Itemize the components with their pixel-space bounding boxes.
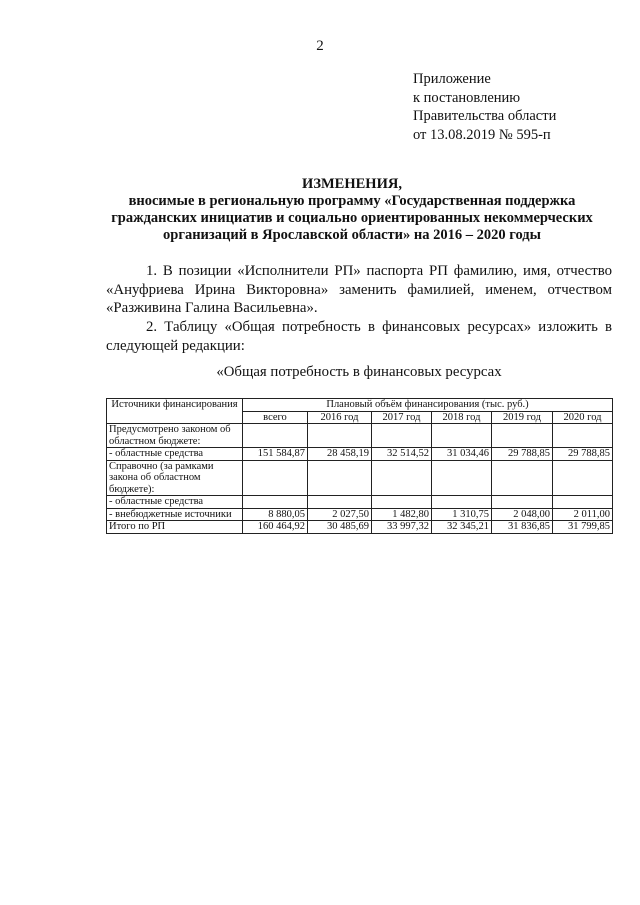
heading-subtitle-line: организаций в Ярославской области» на 2016 – 2020 годы bbox=[163, 227, 541, 243]
cell-2020: 31 799,85 bbox=[553, 521, 613, 534]
cell-2020: 29 788,85 bbox=[553, 448, 613, 461]
cell-2017 bbox=[372, 460, 432, 496]
appendix-block bbox=[413, 70, 556, 144]
cell-2017: 1 482,80 bbox=[372, 508, 432, 521]
subheader-cell: 2017 год bbox=[372, 411, 432, 424]
appendix-line: от 13.08.2019 № 595-п bbox=[413, 126, 551, 143]
appendix-line: Правительства области bbox=[413, 108, 557, 124]
financing-table bbox=[106, 398, 613, 534]
row-label: - областные средства bbox=[107, 496, 243, 509]
cell-2018 bbox=[432, 460, 492, 496]
cell-2020 bbox=[553, 424, 613, 448]
cell-2018: 1 310,75 bbox=[432, 508, 492, 521]
header-plan: Плановый объём финансирования (тыс. руб.) bbox=[243, 399, 613, 412]
table-row bbox=[107, 496, 613, 509]
cell-total: 8 880,05 bbox=[243, 508, 308, 521]
cell-2016 bbox=[308, 496, 372, 509]
page-number: 2 bbox=[316, 38, 324, 54]
cell-2020 bbox=[553, 496, 613, 509]
cell-2016 bbox=[308, 460, 372, 496]
heading-subtitle-line: гражданских инициатив и социально ориентированных некоммерческих bbox=[111, 210, 593, 226]
cell-2019: 31 836,85 bbox=[492, 521, 553, 534]
cell-2019 bbox=[492, 496, 553, 509]
table-row bbox=[107, 521, 613, 534]
cell-2019 bbox=[492, 424, 553, 448]
heading-title: ИЗМЕНЕНИЯ, bbox=[302, 176, 402, 192]
cell-2017 bbox=[372, 424, 432, 448]
paragraph-2: 2. Таблицу «Общая потребность в финансовых ресурсах» изложить в следующей редакции: bbox=[106, 319, 612, 354]
cell-2018 bbox=[432, 424, 492, 448]
table-row bbox=[107, 424, 613, 448]
cell-2017 bbox=[372, 496, 432, 509]
row-label: - внебюджетные источники bbox=[107, 508, 243, 521]
cell-2019: 2 048,00 bbox=[492, 508, 553, 521]
cell-2016: 2 027,50 bbox=[308, 508, 372, 521]
cell-2016: 30 485,69 bbox=[308, 521, 372, 534]
cell-2018: 31 034,46 bbox=[432, 448, 492, 461]
header-source: Источники финансирования bbox=[107, 399, 243, 424]
row-label: - областные средства bbox=[107, 448, 243, 461]
document-heading bbox=[90, 176, 614, 244]
cell-2017: 32 514,52 bbox=[372, 448, 432, 461]
row-label: Предусмотрено законом об областном бюджете: bbox=[107, 424, 243, 448]
cell-total: 151 584,87 bbox=[243, 448, 308, 461]
cell-2020: 2 011,00 bbox=[553, 508, 613, 521]
cell-2017: 33 997,32 bbox=[372, 521, 432, 534]
cell-total bbox=[243, 460, 308, 496]
row-label: Справочно (за рамками закона об областном бюджете): bbox=[107, 460, 243, 496]
cell-2019 bbox=[492, 460, 553, 496]
subheader-cell: 2018 год bbox=[432, 411, 492, 424]
cell-2018 bbox=[432, 496, 492, 509]
cell-2016: 28 458,19 bbox=[308, 448, 372, 461]
table-header-row bbox=[107, 399, 613, 412]
table-row bbox=[107, 448, 613, 461]
subheader-cell: 2020 год bbox=[553, 411, 613, 424]
table-row bbox=[107, 460, 613, 496]
appendix-line: Приложение bbox=[413, 71, 491, 87]
cell-2016 bbox=[308, 424, 372, 448]
subheader-cell: 2016 год bbox=[308, 411, 372, 424]
cell-total bbox=[243, 496, 308, 509]
cell-total bbox=[243, 424, 308, 448]
body-text bbox=[106, 262, 612, 356]
cell-2020 bbox=[553, 460, 613, 496]
heading-subtitle-line: вносимые в региональную программу «Государственная поддержка bbox=[128, 193, 576, 209]
subheader-cell: всего bbox=[243, 411, 308, 424]
cell-2018: 32 345,21 bbox=[432, 521, 492, 534]
paragraph-1: 1. В позиции «Исполнители РП» паспорта РП фамилию, имя, отчество «Ануфриева Ирина Викторовна» заменить фамилией, именем, отчеством «Разживина Галина Васильевна». bbox=[106, 263, 612, 317]
table-caption: «Общая потребность в финансовых ресурсах bbox=[216, 364, 502, 380]
cell-2019: 29 788,85 bbox=[492, 448, 553, 461]
row-label: Итого по РП bbox=[107, 521, 243, 534]
appendix-line: к постановлению bbox=[413, 89, 521, 106]
cell-total: 160 464,92 bbox=[243, 521, 308, 534]
subheader-cell: 2019 год bbox=[492, 411, 553, 424]
table-row bbox=[107, 508, 613, 521]
